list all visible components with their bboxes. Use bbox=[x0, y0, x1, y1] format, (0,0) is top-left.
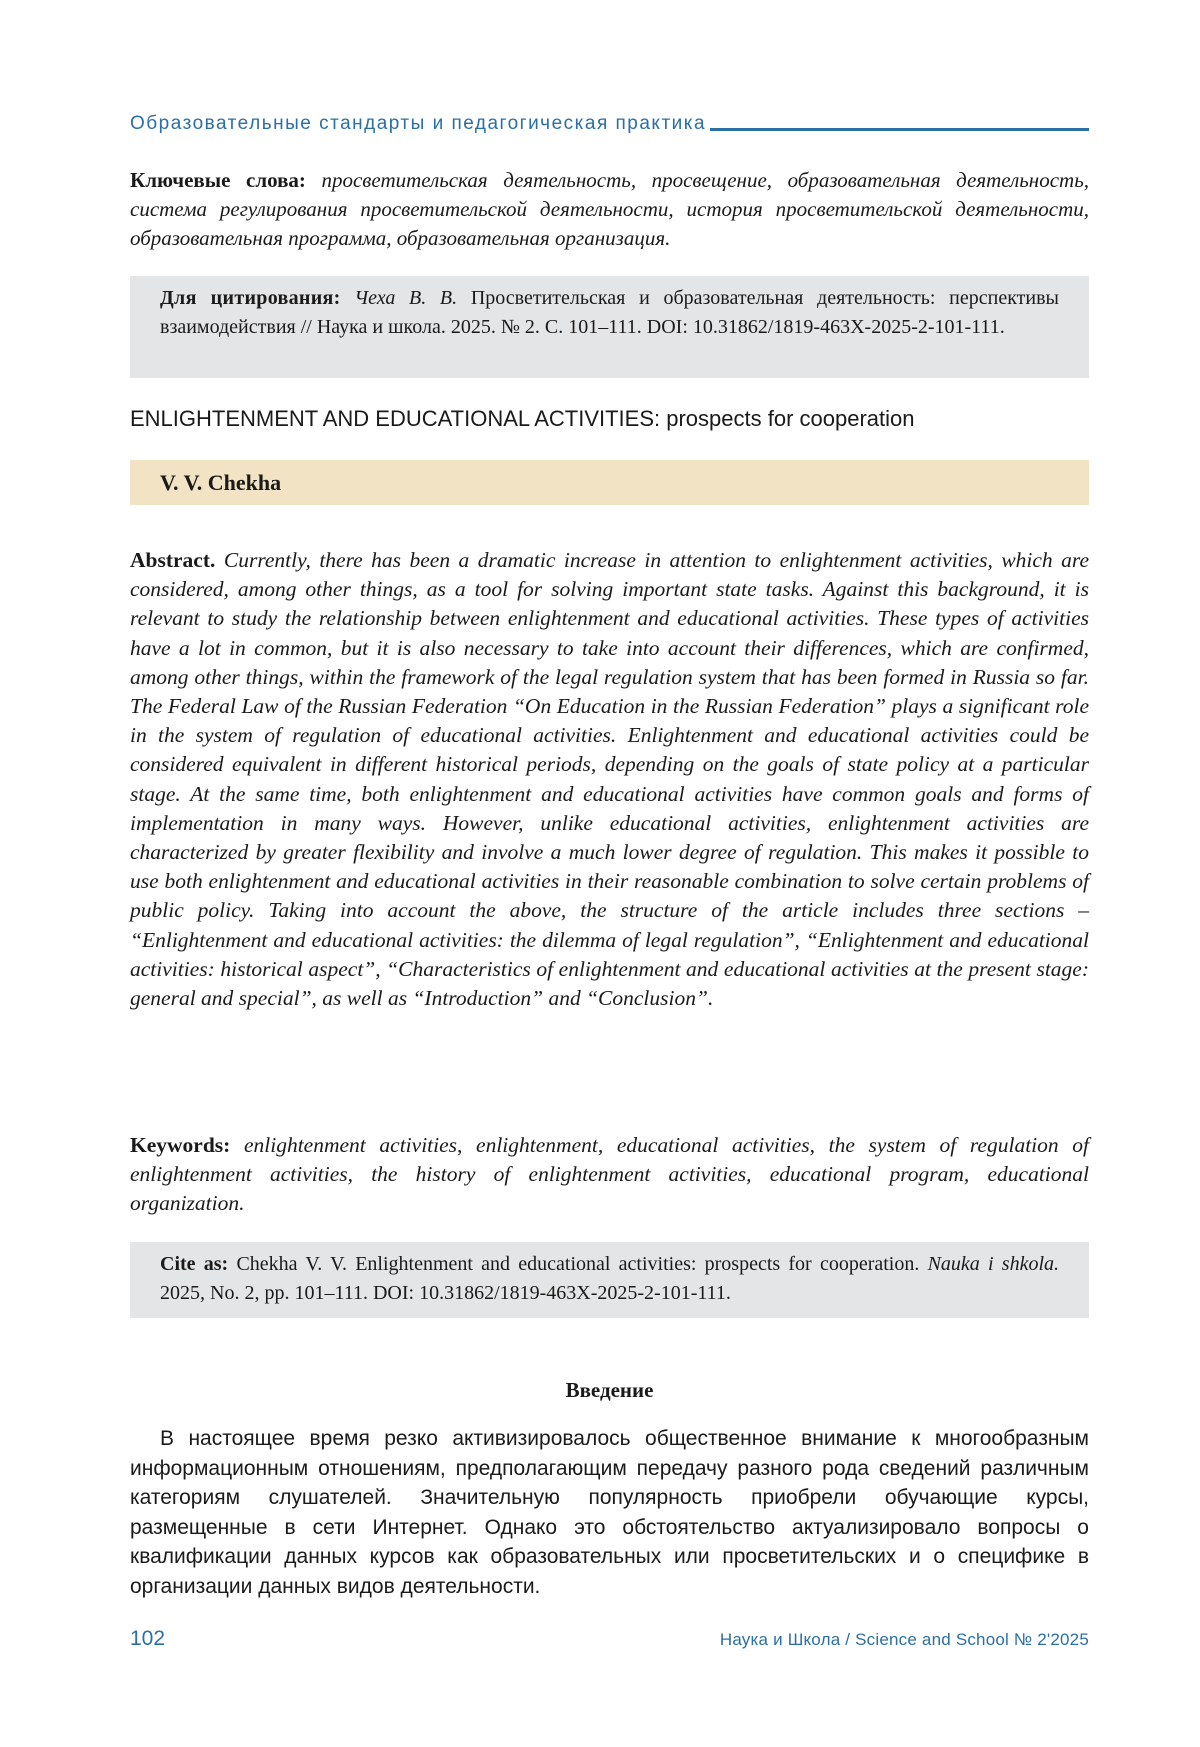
english-title: ENLIGHTENMENT AND EDUCATIONAL ACTIVITIES: prospects for cooperation bbox=[130, 406, 915, 431]
citation-en-journal: Nauka i shkola. bbox=[927, 1253, 1060, 1275]
citation-ru-label: Для цитирования: bbox=[160, 287, 341, 309]
keywords-ru bbox=[130, 166, 1089, 253]
keywords-ru-text: просветительская деятельность, просвещение, образовательная деятельность, система регулирования просветительской деятельности, история просветительской деятельности, образовательная программа, образовательная организация. bbox=[130, 168, 1089, 250]
citation-en-text-1: Chekha V. V. Enlightenment and educational activities: prospects for cooperation. bbox=[236, 1253, 920, 1275]
citation-ru-text: Просветительская и образовательная деятельность: перспективы взаимодействия // Наука и школа. 2025. № 2. С. 101–111. DOI: 10.31862/1819-463X-2025-2-101-111. bbox=[160, 287, 1059, 338]
intro-paragraph: В настоящее время резко активизировалось общественное внимание к многообразным информационным отношениям, предполагающим передачу разного рода сведений различным категориям слушателей. Значительную популярность приобрели обучающие курсы, размещенные в сети Интернет. Однако это обстоятельство актуализировало вопросы о квалификации данных курсов как образовательных или просветительских и о специфике в организации данных видов деятельности. bbox=[130, 1427, 1089, 1598]
abstract-text: Currently, there has been a dramatic increase in attention to enlightenment activities, which are considered, among other things, as a tool for solving important state tasks. Against this background, it is relevant to study the relationship between enlightenment and educational activities. These types of activities have a lot in common, but it is also necessary to take into account their differences, which are confirmed, among other things, within the framework of the legal regulation system that has been formed in Russia so far. The Federal Law of the Russian Federation “On Education in the Russian Federation” plays a significant role in the system of regulation of educational activities. Enlightenment and educational activities could be considered equivalent in different historical periods, depending on the goals of state policy at a particular stage. At the same time, both enlightenment and educational activities have common goals and forms of implementation in many ways. However, unlike educational activities, enlightenment activities are characterized by greater flexibility and involve a much lower degree of regulation. This makes it possible to use both enlightenment and educational activities in their reasonable combination to solve certain problems of public policy. Taking into account the above, the structure of the article includes three sections – “Enlightenment and educational activities: the dilemma of legal regulation”, “Enlightenment and educational activities: historical aspect”, “Characteristics of enlightenment and educational activities at the present stage: general and special”, as well as “Introduction” and “Conclusion”. bbox=[130, 548, 1090, 1011]
citation-ru-box bbox=[130, 276, 1089, 378]
footer-journal: Наука и Школа / Science and School № 2'2025 bbox=[719, 1630, 1089, 1649]
page-number: 102 bbox=[130, 1627, 166, 1650]
keywords-en-text: enlightenment activities, enlightenment, educational activities, the system of regulation of enlightenment activities, the history of enlightenment activities, educational program, educational organization. bbox=[130, 1133, 1089, 1216]
author-name: V. V. Chekha bbox=[160, 469, 282, 495]
citation-en-label: Cite as: bbox=[160, 1253, 229, 1275]
running-header-rule bbox=[710, 128, 1089, 131]
keywords-ru-label: Ключевые слова: bbox=[130, 168, 306, 192]
running-header-title: Образовательные стандарты и педагогическая практика bbox=[130, 113, 707, 134]
author-bar bbox=[130, 460, 1089, 505]
keywords-en-label: Keywords: bbox=[130, 1133, 231, 1157]
citation-ru-author: Чеха В. В. bbox=[354, 287, 458, 309]
citation-en-text-2: 2025, No. 2, pp. 101–111. DOI: 10.31862/1819-463X-2025-2-101-111. bbox=[160, 1282, 731, 1304]
keywords-en bbox=[130, 1131, 1089, 1219]
abstract bbox=[130, 546, 1089, 1013]
citation-en-box bbox=[130, 1242, 1089, 1318]
abstract-label: Abstract. bbox=[130, 548, 216, 572]
section-heading: Введение bbox=[565, 1378, 654, 1402]
running-header bbox=[130, 103, 1089, 133]
